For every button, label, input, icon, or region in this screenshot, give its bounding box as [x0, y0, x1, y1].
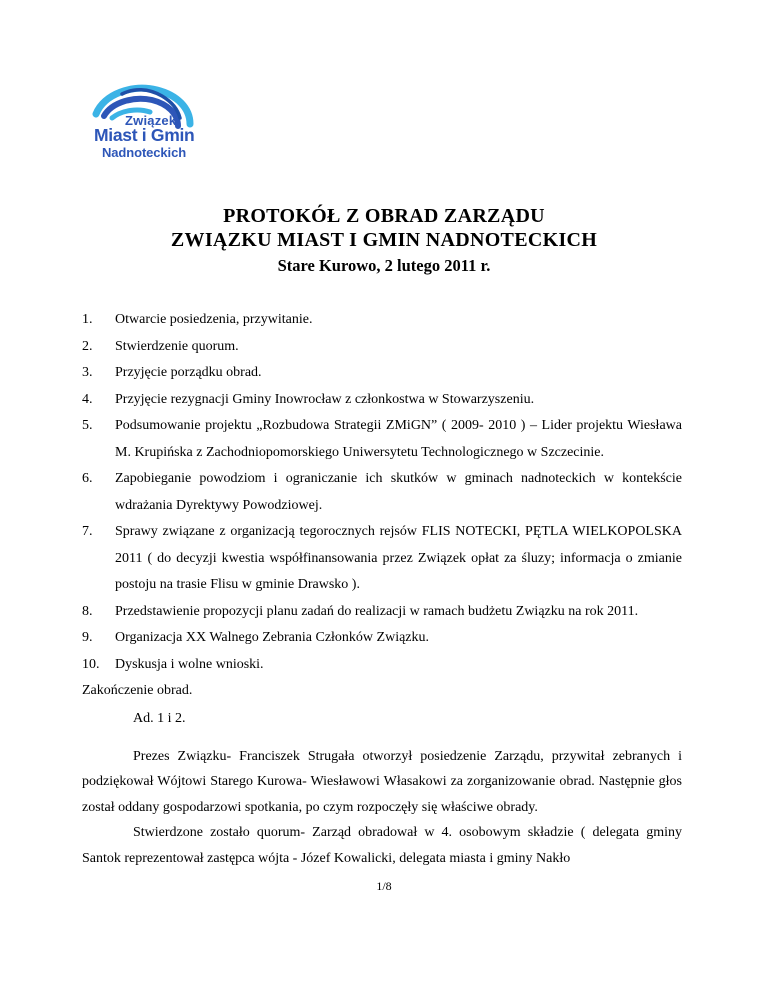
agenda-item [82, 652, 682, 679]
agenda-item-text: Zapobieganie powodziom i ograniczanie ich skutków w gminach nadnoteckich w kontekście wdrażania Dyrektywy Powodziowej. [115, 471, 682, 513]
logo-line-1: Związek [125, 113, 177, 128]
agenda-item-number: 9. [82, 630, 93, 645]
section-heading: Ad. 1 i 2. [133, 711, 186, 726]
agenda-item-number: 10. [82, 656, 100, 672]
agenda-item-text: Dyskusja i wolne wnioski. [115, 656, 264, 672]
agenda-item [82, 413, 682, 466]
agenda-item-number: 3. [82, 365, 93, 380]
agenda-item [82, 599, 682, 626]
agenda-item [82, 334, 682, 361]
agenda-item-number: 5. [82, 418, 93, 433]
agenda-item [82, 625, 682, 652]
agenda-item-text: Podsumowanie projektu „Rozbudowa Strategii ZMiGN” ( 2009- 2010 ) – Lider projektu Wiesława M. Krupińska z Zachodniopomorskiego Uniwersytetu Technologicznego w Szczecinie. [115, 418, 682, 460]
body-paragraph: Prezes Związku- Franciszek Strugała otworzył posiedzenie Zarządu, przywitał zebranych i podziękował Wójtowi Starego Kurowa- Wiesławowi Własakowi za zorganizowanie obrad. Następnie głos został oddany gospodarzowi spotkania, po czym rozpoczęły się właściwe obrady. [82, 748, 682, 815]
agenda-item-text: Przedstawienie propozycji planu zadań do realizacji w ramach budżetu Związku na rok 2011. [115, 603, 639, 619]
document-title-line-1: PROTOKÓŁ Z OBRAD ZARZĄDU [223, 205, 545, 227]
agenda-item-number: 8. [82, 603, 93, 619]
agenda-item-number: 4. [82, 391, 93, 407]
agenda-item-number: 2. [82, 338, 93, 354]
agenda-item [82, 466, 682, 519]
agenda-item-text: Stwierdzenie quorum. [115, 338, 239, 354]
agenda-item-text: Organizacja XX Walnego Zebrania Członków Związku. [115, 630, 430, 645]
agenda-list [82, 307, 682, 705]
agenda-item-number: 1. [82, 312, 93, 327]
agenda-item [82, 307, 682, 334]
association-logo [82, 84, 212, 184]
logo-line-3: Nadnoteckich [102, 145, 187, 160]
agenda-closing: Zakończenie obrad. [82, 683, 193, 698]
agenda-item-text: Przyjęcie porządku obrad. [115, 365, 262, 380]
agenda-item [82, 360, 682, 387]
agenda-item-text: Otwarcie posiedzenia, przywitanie. [115, 312, 313, 327]
minutes-body [82, 706, 682, 871]
document-subtitle: Stare Kurowo, 2 lutego 2011 r. [277, 256, 491, 275]
page-number: 1/8 [376, 879, 392, 893]
agenda-item-text: Sprawy związane z organizacją tegorocznych rejsów FLIS NOTECKI, PĘTLA WIELKOPOLSKA 2011 ( do decyzji kwestia współfinansowania przez Związek opłat za śluzy; informacja o zmianie postoju na trasie Flisu w gminie Drawsko ). [115, 524, 682, 592]
agenda-item [82, 519, 682, 599]
agenda-item-text: Przyjęcie rezygnacji Gminy Inowrocław z członkostwa w Stowarzyszeniu. [115, 391, 535, 407]
document-title-line-2: ZWIĄZKU MIAST I GMIN NADNOTECKICH [170, 229, 598, 251]
logo-line-2: Miast i Gmin [94, 125, 195, 145]
agenda-item-number: 6. [82, 471, 93, 486]
agenda-item-number: 7. [82, 524, 93, 539]
agenda-item [82, 387, 682, 414]
body-paragraph: Stwierdzone zostało quorum- Zarząd obradował w 4. osobowym składzie ( delegata gminy Santok reprezentował zastępca wójta - Józef Kowalicki, delegata miasta i gminy Nakło [82, 825, 682, 866]
